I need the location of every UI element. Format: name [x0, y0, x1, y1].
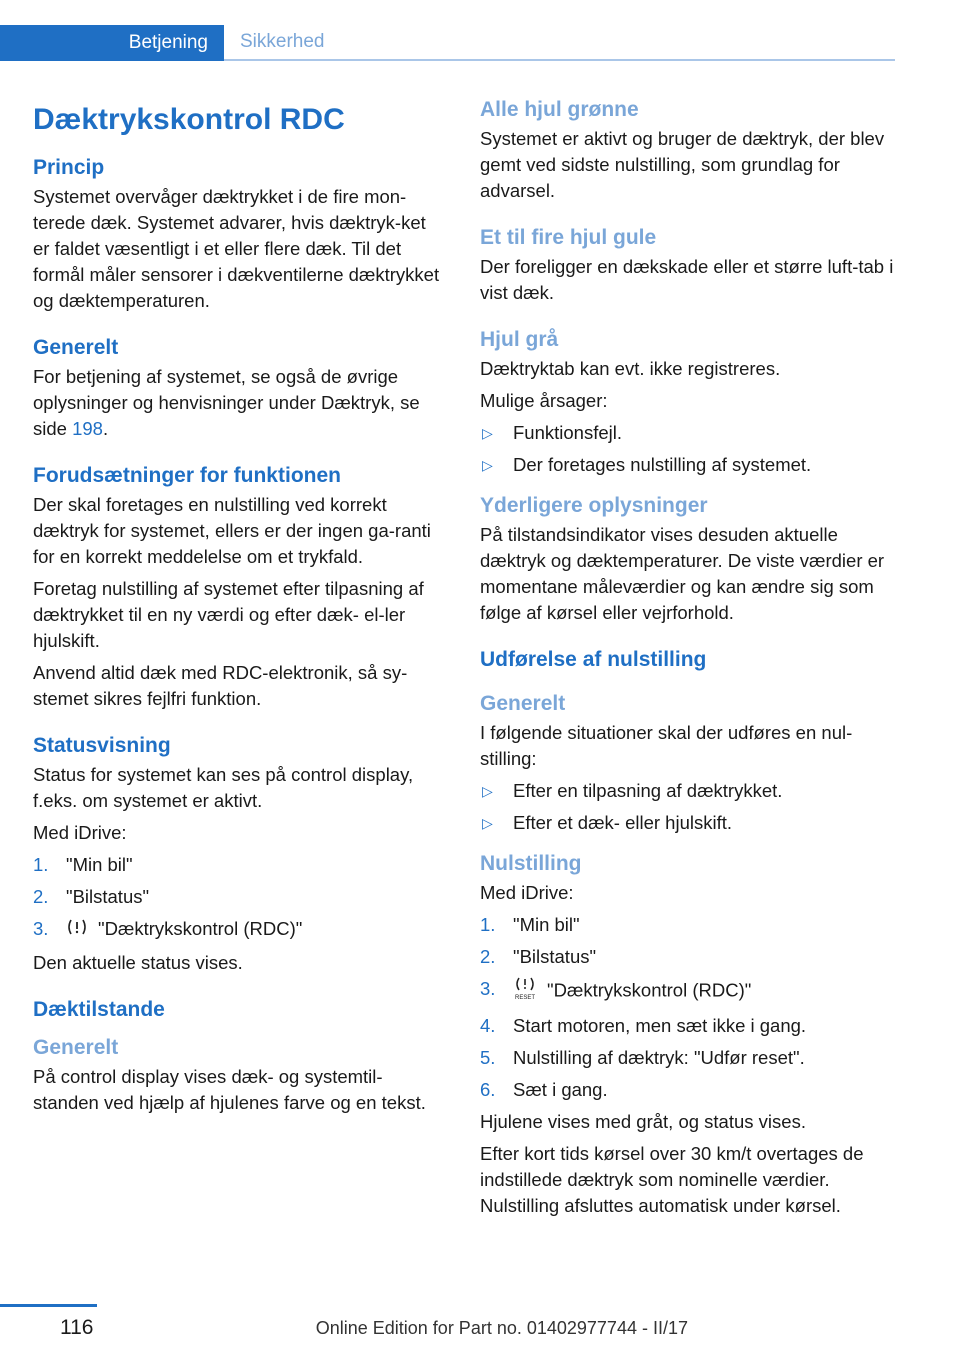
status-text-1: Status for systemet kan ses på control display, f.eks. om systemet er aktivt. — [33, 764, 414, 811]
heading-alle-hjul-groenne: Alle hjul grønne — [480, 98, 639, 121]
princip-text: Systemet overvåger dæktrykket i de fire mon-terede dæk. Systemet advarer, hvis dæktryk-ket er faldet væsentligt i et eller flere dæk. Til det formål måler sensorer i dækventilerne dæktrykket og dæktemperaturen. — [33, 186, 440, 311]
graa-text-1: Dæktryktab kan evt. ikke registreres. — [480, 358, 781, 379]
gule-text: Der foreligger en dækskade eller et større luft-tab i vist dæk. — [480, 256, 894, 303]
tire-pressure-warning-icon — [66, 917, 88, 944]
forud-text-1: Der skal foretages en nulstilling ved korrekt dæktryk for systemet, ellers er der ingen ga-ranti for en korrekt meddelelse om et trykfald. — [33, 494, 431, 567]
subheading-generelt: Generelt — [33, 1035, 119, 1059]
list-item: ▷ Der foretages nulstilling af systemet. — [482, 454, 812, 475]
chapter-tabs — [0, 25, 895, 61]
list-item: 2. "Bilstatus" — [480, 946, 597, 967]
status-text-2: Med iDrive: — [33, 822, 127, 843]
gen-list — [480, 778, 898, 836]
list-item: ▷ Efter et dæk- eller hjulskift. — [482, 812, 732, 833]
heading-yderligere: Yderligere oplysninger — [480, 494, 708, 517]
nul-steps — [480, 912, 898, 1103]
status-text-3: Den aktuelle status vises. — [33, 951, 243, 973]
heading-nulstilling: Nulstilling — [480, 852, 582, 875]
heading-forudsaetninger: Forudsætninger for funktionen — [33, 464, 341, 487]
list-item: 1. "Min bil" — [33, 854, 133, 875]
subheading-generelt-2: Generelt — [480, 692, 566, 715]
generelt-text: For betjening af systemet, se også de øvrige oplysninger og henvisninger under Dæktryk, se side 198. — [33, 366, 420, 439]
list-item: ▷ Funktionsfejl. — [482, 422, 622, 443]
svg-text:RESET: RESET — [514, 995, 536, 1000]
graa-list — [480, 420, 898, 478]
right-column — [480, 96, 898, 1225]
list-item: 5. Nulstilling af dæktryk: "Udfør reset". — [480, 1047, 805, 1068]
heading-udfoerelse: Udførelse af nulstilling — [480, 648, 707, 671]
heading-daektilstande: Dæktilstande — [33, 997, 165, 1021]
nul-text-2: Hjulene vises med gråt, og status vises. — [480, 1111, 806, 1132]
list-item: 1. "Min bil" — [480, 914, 580, 935]
heading-hjul-graa: Hjul grå — [480, 328, 559, 351]
heading-statusvisning: Statusvisning — [33, 734, 171, 757]
list-item: 3. "Dæktrykskontrol (RDC)" — [33, 916, 443, 944]
edition-note: Online Edition for Part no. 01402977744 - II/17 — [315, 1318, 688, 1338]
list-item: 2. "Bilstatus" — [33, 886, 150, 907]
footer-rule — [0, 1304, 97, 1307]
page-number: 116 — [60, 1316, 94, 1339]
graa-text-2: Mulige årsager: — [480, 390, 608, 411]
tab-sikkerhed[interactable]: Sikkerhed — [224, 25, 895, 61]
heading-generelt: Generelt — [33, 336, 119, 359]
yderl-text: På tilstandsindikator vises desuden aktuelle dæktryk og dæktemperaturer. De viste værdier er momentane måleværdier og kan ændre sig som følge af kørsel eller vejrforhold. — [480, 524, 885, 623]
heading-princip: Princip — [33, 156, 105, 179]
left-column — [33, 96, 443, 1122]
page-link[interactable]: 198 — [72, 418, 103, 439]
daek-text: På control display vises dæk- og systemtil-standen ved hjælp af hjulenes farve og en tekst. — [33, 1065, 426, 1113]
list-item: ▷ Efter en tilpasning af dæktrykket. — [482, 780, 783, 801]
nul-text: Med iDrive: — [480, 882, 574, 903]
heading-hjul-gule: Et til fire hjul gule — [480, 226, 657, 249]
forud-text-3: Anvend altid dæk med RDC-elektronik, så sy-stemet sikres fejlfri funktion. — [33, 662, 408, 709]
tab-betjening[interactable]: Betjening — [0, 25, 224, 61]
groenne-text: Systemet er aktivt og bruger de dæktryk, der blev gemt ved sidste nulstilling, som grundlag for advarsel. — [480, 128, 885, 201]
forud-text-2: Foretag nulstilling af systemet efter tilpasning af dæktrykket til en ny værdi og efter dæk- el-ler hjulskift. — [33, 578, 424, 651]
status-steps — [33, 852, 443, 944]
tire-pressure-reset-icon — [513, 976, 537, 1007]
list-item: 6. Sæt i gang. — [480, 1079, 608, 1100]
nul-text-3: Efter kort tids kørsel over 30 km/t overtages de indstillede dæktryk som nominelle værdier. Nulstilling afsluttes automatisk under kørsel. — [480, 1143, 864, 1216]
gen-text: I følgende situationer skal der udføres en nul-stilling: — [480, 722, 853, 769]
page-title: Dæktrykskontrol RDC — [33, 103, 345, 136]
list-item: 4. Start motoren, men sæt ikke i gang. — [480, 1015, 807, 1036]
list-item: 3. RESET "Dæktrykskontrol (RDC)" — [480, 976, 898, 1007]
